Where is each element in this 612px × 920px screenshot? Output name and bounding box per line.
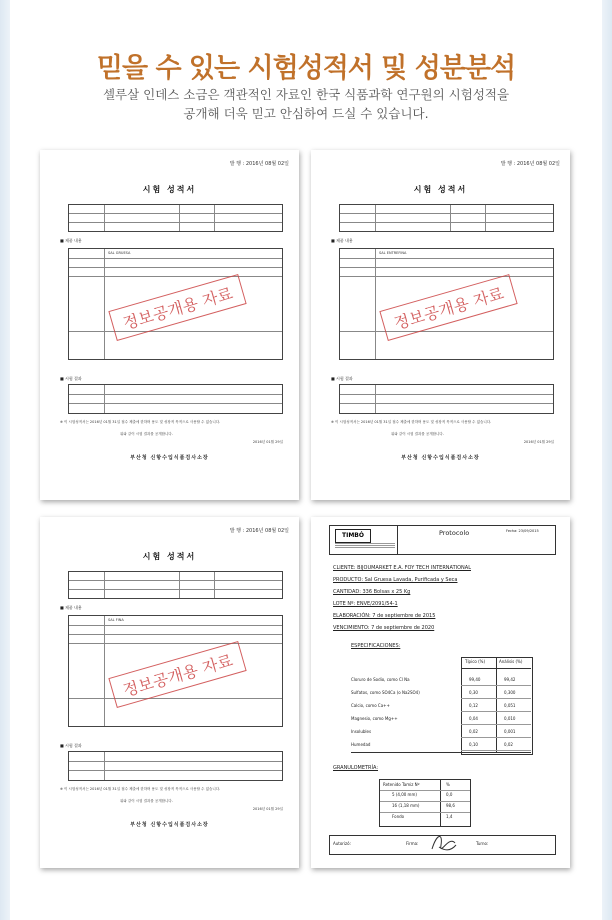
protocol-lot: LOTE Nº: ENVE/2091/54-1 <box>333 601 398 607</box>
report-issuer: 부산청 신항수입식품검사소장 <box>130 455 209 461</box>
report-result-table <box>68 751 283 781</box>
gran-row-sieve: 5 (4,00 mm) <box>392 792 417 797</box>
test-report-2 <box>311 150 570 500</box>
spec-header-line <box>461 668 531 669</box>
spec-table <box>351 657 531 753</box>
gran-row-pct: 98,6 <box>446 803 455 808</box>
protocol-specs-heading: ESPECIFICACIONES: <box>351 643 401 649</box>
spec-header-typical: Típico (%) <box>465 659 486 664</box>
page-title: 믿을 수 있는 시험성적서 및 성분분석 <box>96 53 516 84</box>
gran-row-sieve: 16 (1,18 mm) <box>392 803 420 808</box>
report-section-result: ■ 시험 결과 <box>331 376 353 381</box>
spec-row-analysis: 0,010 <box>504 716 516 721</box>
protocol-client: CLIENTE: BIJOUMARKET E.A. FOY TECH INTERNATIONAL <box>333 565 471 571</box>
report-note: ※ 이 시험성적서는 2016년 01월 31일 접수 제출에 한하며 용도 및 성장적 목적으로 사용할 수 없습니다. <box>60 420 221 424</box>
gran-header-sieve: Retenido Tamiz Nº <box>383 782 420 787</box>
signature-scribble <box>429 831 459 855</box>
spec-row-analysis: 99,42 <box>504 677 516 682</box>
gran-header-pct: % <box>446 782 450 787</box>
protocol-date: Fecha: 23/09/2015 <box>506 529 539 533</box>
subtitle-line-1: 셀루살 인데스 소금은 객관적인 자료인 한국 식품과학 연구원의 시험성적을 <box>102 87 510 102</box>
report-note-2: 위와 같이 시험 결과를 공개합니다. <box>391 432 444 436</box>
protocol-authorized: Autorizó: <box>333 841 351 846</box>
protocol-logo-lines <box>335 543 395 549</box>
report-applicant-table <box>68 571 283 599</box>
spec-row-label: Humedad <box>351 742 371 747</box>
test-report-1 <box>40 150 299 500</box>
spec-row-analysis: 0,02 <box>504 742 513 747</box>
gran-row-pct: 0,0 <box>446 792 453 797</box>
spec-row-analysis: 0,051 <box>504 703 516 708</box>
gran-row-line <box>380 801 470 802</box>
protocol-quantity: CANTIDAD: 336 Bolsas x 25 Kg <box>333 589 411 595</box>
spec-row-line <box>461 737 531 738</box>
report-section-result: ■ 시험 결과 <box>60 376 82 381</box>
spec-table-bottom-line <box>351 752 531 753</box>
spec-row-typical: 0,04 <box>469 716 478 721</box>
report-issuer: 부산청 신항수입식품검사소장 <box>130 822 209 828</box>
report-result-table <box>68 384 283 414</box>
report-note-2: 위와 같이 시험 결과를 공개합니다. <box>120 432 173 436</box>
report-applicant-table <box>339 204 554 232</box>
report-title: 시험 성적서 <box>413 185 468 194</box>
report-result-table <box>339 384 554 414</box>
report-applicant-table <box>68 204 283 232</box>
protocol-product: PRODUCTO: Sal Gruesa Lavada, Purificada y Seca <box>333 577 458 583</box>
report-sign-date: 2016년 01월 29일 <box>523 440 554 444</box>
protocol-granulometry-heading: GRANULOMETRÍA: <box>333 765 379 771</box>
spec-row-line <box>461 685 531 686</box>
disclosure-stamp: 정보공개용 자료 <box>379 274 518 341</box>
spec-row-line <box>461 698 531 699</box>
report-note: ※ 이 시험성적서는 2016년 01월 31일 접수 제출에 한하며 용도 및 성장적 목적으로 사용할 수 없습니다. <box>60 787 221 791</box>
protocol-logo: TIMBÓ <box>335 529 371 543</box>
report-product-name: SAL FINA <box>108 618 124 622</box>
spec-row-label: Cloruro de Sodio, como Cl Na <box>351 677 410 682</box>
spec-row-typical: 0,10 <box>469 742 478 747</box>
gran-col <box>440 780 441 826</box>
spec-row-typical: 0,02 <box>469 729 478 734</box>
spec-row-line <box>461 711 531 712</box>
spec-row-typical: 0,12 <box>469 703 478 708</box>
report-product-name: SAL ENTREFINA <box>379 251 407 255</box>
report-issuer: 부산청 신항수입식품검사소장 <box>401 455 480 461</box>
spec-row-label: Insolubles <box>351 729 372 734</box>
spec-row-label: Sulfatos, como SO4Ca (o Na2SO4) <box>351 690 420 695</box>
gran-table <box>379 779 471 827</box>
protocol-elaboration: ELABORACIÓN: 7 de septiembre de 2015 <box>333 613 436 619</box>
report-issue-date: 발 행 : 2016년 08월 02일 <box>229 161 289 167</box>
protocol-shift: Turno: <box>476 841 489 846</box>
report-sign-date: 2016년 01월 29일 <box>252 440 283 444</box>
gran-row-line <box>380 812 470 813</box>
report-title: 시험 성적서 <box>142 552 197 561</box>
report-product-name: SAL GRUESA <box>108 251 131 255</box>
protocol-divider <box>397 525 398 554</box>
report-sign-date: 2016년 01월 29일 <box>252 807 283 811</box>
spec-row-line <box>461 724 531 725</box>
gran-row-line <box>380 790 470 791</box>
report-section-sample: ■ 제품 내용 <box>60 238 82 243</box>
protocol-title: Protocolo <box>439 529 470 537</box>
disclosure-stamp: 정보공개용 자료 <box>108 274 247 341</box>
protocol-expiry: VENCIMIENTO: 7 de septiembre de 2020 <box>333 625 435 631</box>
spec-row-typical: 0,30 <box>469 690 478 695</box>
report-issue-date: 발 행 : 2016년 08월 02일 <box>500 161 560 167</box>
spec-row-line <box>461 750 531 751</box>
protocol-document <box>311 517 570 868</box>
spec-row-label: Calcio, como Ca++ <box>351 703 390 708</box>
disclosure-stamp: 정보공개용 자료 <box>108 641 247 708</box>
gran-row-sieve: Fondo <box>392 814 405 819</box>
gran-row-pct: 1,4 <box>446 814 453 819</box>
spec-row-analysis: 0,001 <box>504 729 516 734</box>
protocol-signature-label: Firma: <box>406 841 419 846</box>
report-section-sample: ■ 제품 내용 <box>60 605 82 610</box>
report-issue-date: 발 행 : 2016년 08월 02일 <box>229 528 289 534</box>
report-title: 시험 성적서 <box>142 185 197 194</box>
report-section-sample: ■ 제품 내용 <box>331 238 353 243</box>
test-report-3 <box>40 517 299 868</box>
spec-row-analysis: 0,300 <box>504 690 516 695</box>
spec-table-col <box>496 657 497 753</box>
subtitle-line-2: 공개해 더욱 믿고 안심하여 드실 수 있습니다. <box>183 106 429 121</box>
report-note: ※ 이 시험성적서는 2016년 01월 31일 접수 제출에 한하며 용도 및 성장적 목적으로 사용할 수 없습니다. <box>331 420 492 424</box>
report-section-result: ■ 시험 결과 <box>60 743 82 748</box>
spec-row-typical: 99,40 <box>469 677 481 682</box>
spec-header-analysis: Análisis (%) <box>499 659 523 664</box>
report-note-2: 위와 같이 시험 결과를 공개합니다. <box>120 799 173 803</box>
spec-row-label: Magnesio, como Mg++ <box>351 716 398 721</box>
page-subtitle <box>0 85 612 123</box>
